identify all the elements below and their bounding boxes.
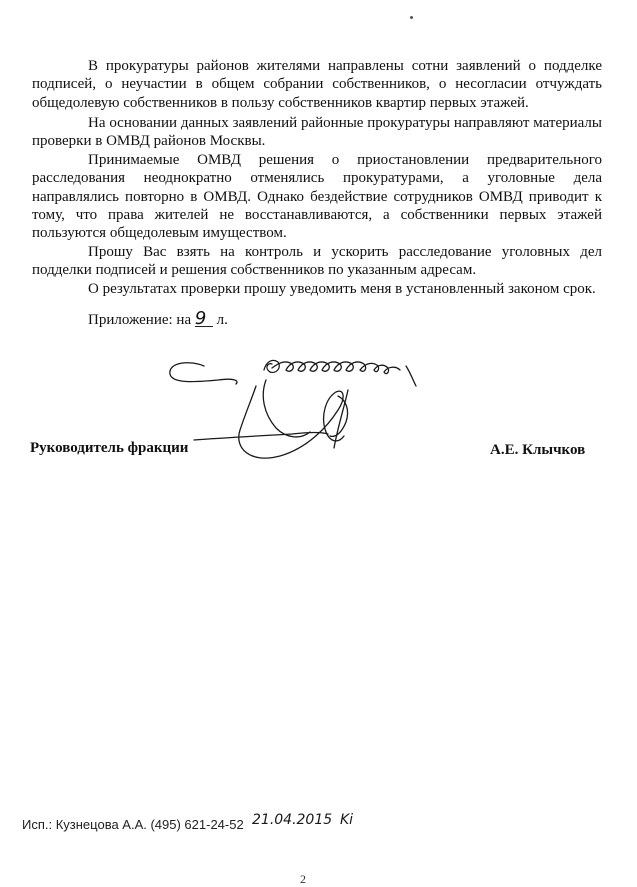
page-number: 2 <box>300 872 306 886</box>
attachment-line <box>32 308 602 329</box>
handwritten-date: 21.04.2015 <box>252 812 333 828</box>
executor-info: Исп.: Кузнецова А.А. (495) 621-24-52 <box>22 817 244 832</box>
scan-speck <box>410 16 413 19</box>
attachment-label: Приложение: на <box>88 312 192 328</box>
attachment-suffix: л. <box>216 312 228 328</box>
attachment-count: 9 <box>195 312 213 327</box>
signer-name: А.Е. Клычков <box>490 442 586 458</box>
paragraph-1: В прокуратуры районов жителями направлены сотни заявлений о подделке подписей, о неучастии в общем собрании собственников, о несогласии отчуждать общедолевую собственников в пользу собственников квартир первых этажей. <box>32 58 602 111</box>
paragraph-5: О результатах проверки прошу уведомить меня в установленный законом срок. <box>88 281 596 297</box>
signer-role: Руководитель фракции <box>30 440 189 456</box>
signature <box>160 340 440 480</box>
handwritten-initials: Ki <box>340 812 354 828</box>
paragraph-4: Прошу Вас взять на контроль и ускорить расследование уголовных дел подделки подписей и решения собственников по указанным адресам. <box>32 244 602 279</box>
paragraph-2: На основании данных заявлений районные прокуратуры направляют материалы проверки в ОМВД районов Москвы. <box>32 115 602 150</box>
paragraph-3: Принимаемые ОМВД решения о приостановлении предварительного расследования неоднократно отменялись прокуратурами, а уголовные дела направлялись повторно в ОМВД. Однако бездействие сотрудников ОМВД приводит к тому, что права жителей не восстанавливаются, а собственники первых этажей пользуются общедолевым имуществом. <box>32 152 602 242</box>
